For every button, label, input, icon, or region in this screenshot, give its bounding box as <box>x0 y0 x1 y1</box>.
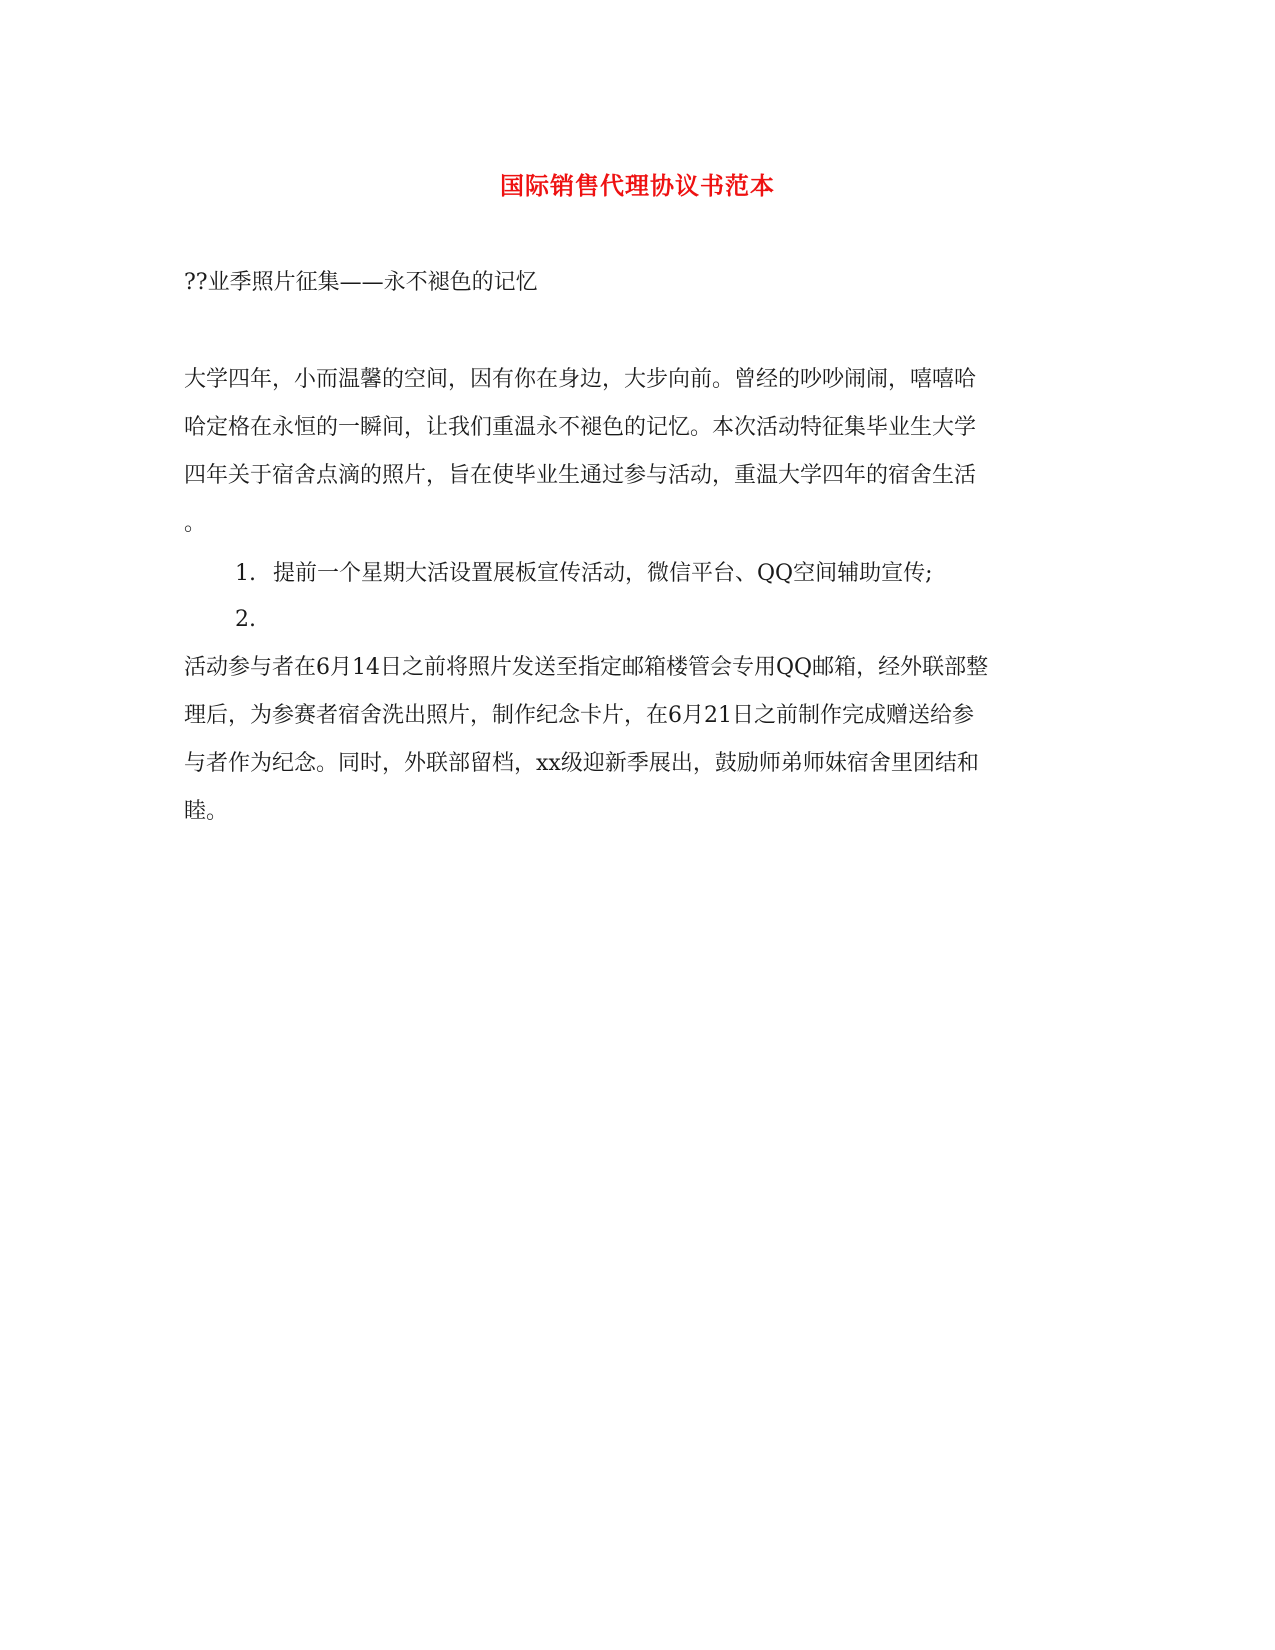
list-item-2 <box>235 605 256 635</box>
paragraph-line: 大学四年，小而温馨的空间，因有你在身边，大步向前。曾经的吵吵闹闹，嘻嘻哈 <box>184 367 977 392</box>
document-subtitle: ??业季照片征集——永不褪色的记忆 <box>184 270 538 295</box>
paragraph-line: 与者作为纪念。同时，外联部留档，xx级迎新季展出，鼓励师弟师妹宿舍里团结和 <box>184 751 979 776</box>
list-number: 2. <box>235 607 256 632</box>
paragraph-line: 理后，为参赛者宿舍洗出照片，制作纪念卡片，在6月21日之前制作完成赠送给参 <box>184 703 974 728</box>
paragraph-line: 睦。 <box>184 799 229 824</box>
list-text: 提前一个星期大活设置展板宣传活动，微信平台、QQ空间辅助宣传; <box>273 561 933 586</box>
list-number: 1. <box>235 561 256 586</box>
paragraph-line: 哈定格在永恒的一瞬间，让我们重温永不褪色的记忆。本次活动特征集毕业生大学 <box>184 415 977 440</box>
activity-paragraph <box>184 644 1104 836</box>
document-title: 国际销售代理协议书范本 <box>500 171 775 200</box>
list-item-1 <box>235 559 933 589</box>
paragraph-line: 活动参与者在6月14日之前将照片发送至指定邮箱楼管会专用QQ邮箱，经外联部整 <box>184 655 989 680</box>
paragraph-line: 四年关于宿舍点滴的照片，旨在使毕业生通过参与活动，重温大学四年的宿舍生活 <box>184 463 977 488</box>
intro-paragraph <box>184 356 1104 548</box>
paragraph-line: 。 <box>184 511 207 536</box>
